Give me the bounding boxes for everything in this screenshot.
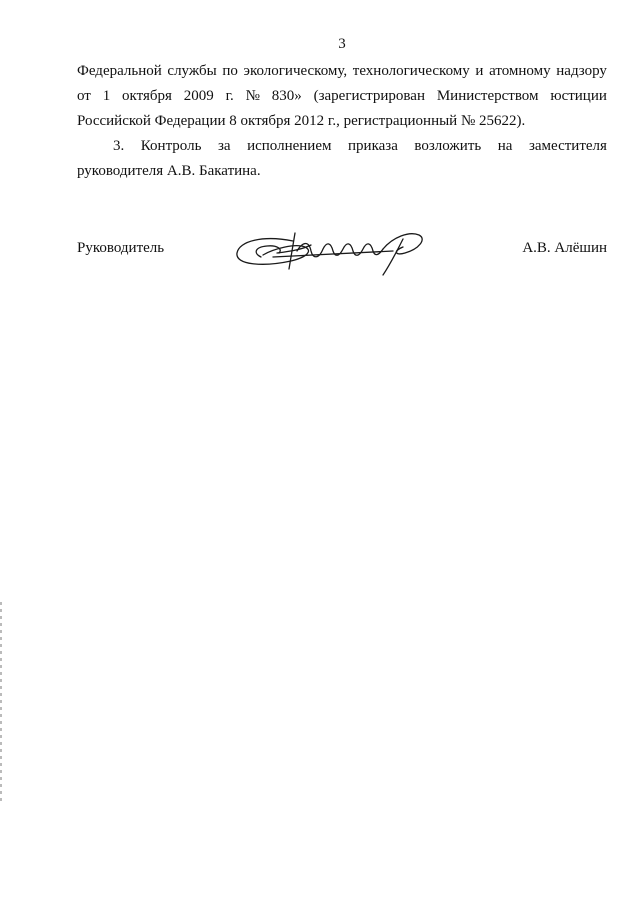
word: Контроль — [140, 138, 202, 154]
word: Федеральной — [77, 63, 162, 79]
word: октября — [122, 88, 172, 104]
paragraph-2-line-1 — [77, 134, 607, 159]
page-number: 3 — [338, 36, 346, 52]
word: (зарегистрирован — [313, 88, 425, 104]
word: надзору — [556, 63, 607, 79]
word: исполнением — [247, 138, 332, 154]
word: возложить — [414, 138, 482, 154]
word: технологическому — [352, 63, 470, 79]
paragraph-2 — [77, 134, 607, 184]
item-number: 3. — [113, 138, 125, 154]
word: № — [245, 88, 260, 104]
signer-position: Руководитель — [77, 240, 165, 256]
word: атомному — [489, 63, 551, 79]
word: Министерством — [436, 88, 539, 104]
paragraph-1-line-2 — [77, 84, 607, 109]
paragraph-1-line-1 — [77, 59, 607, 84]
word: 830» — [271, 88, 302, 104]
word: на — [497, 138, 513, 154]
signer-name: А.В. Алёшин — [522, 240, 607, 256]
scan-edge-artifact — [0, 602, 2, 802]
word: приказа — [348, 138, 398, 154]
signature-block — [77, 240, 607, 280]
word: г. — [225, 88, 234, 104]
word: 1 — [102, 88, 111, 104]
word: экологическому, — [243, 63, 348, 79]
word: заместителя — [528, 138, 607, 154]
word: и — [475, 63, 484, 79]
word: от — [77, 88, 91, 104]
word: юстиции — [550, 88, 607, 104]
word: по — [222, 63, 238, 79]
word: 2009 — [183, 88, 214, 104]
word: службы — [167, 63, 217, 79]
word: за — [217, 138, 231, 154]
paragraph-2-line-2: руководителя А.В. Бакатина. — [77, 163, 261, 179]
handwritten-signature — [233, 227, 443, 277]
paragraph-1-line-3: Российской Федерации 8 октября 2012 г., регистрационный № 25622). — [77, 113, 526, 129]
paragraph-1 — [77, 59, 607, 134]
